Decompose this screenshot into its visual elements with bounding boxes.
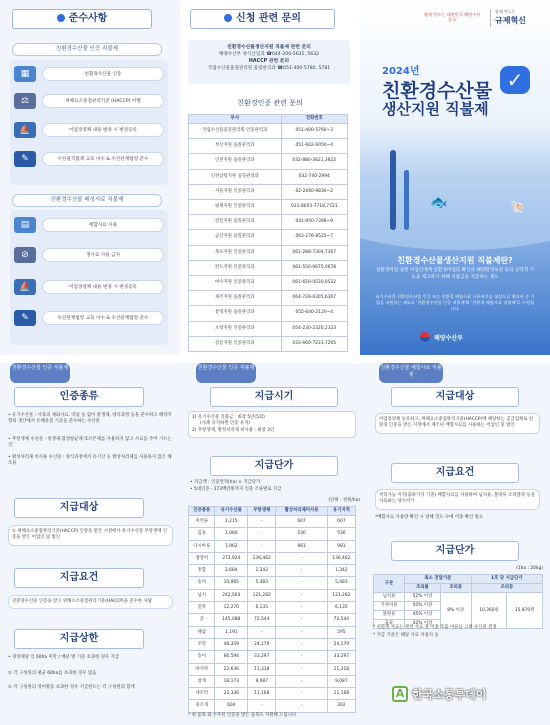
table-cell: 뱀장어	[189, 552, 215, 564]
ministry-name: 해양수산부	[434, 334, 463, 342]
table-cell: 242,563	[215, 589, 248, 601]
sec1-item-3	[14, 122, 164, 138]
table-cell: 145,088	[215, 614, 248, 626]
table-row	[189, 552, 356, 564]
sec2-item-label: 수산관계법령 교육 이수 & 수산관계법령 준수	[42, 311, 164, 325]
table-cell: -	[276, 552, 327, 564]
table-cell: 041-950-7398~9	[281, 215, 348, 230]
table-cell: 15,870원	[507, 593, 543, 629]
panel-requirements	[0, 0, 180, 355]
table-cell: 넙치	[189, 589, 215, 601]
fish-no-icon: ⊘	[14, 247, 36, 263]
table-cell: 24,179	[327, 638, 355, 650]
table-cell: 033-660-7233,7265	[281, 336, 348, 351]
table-row	[189, 589, 356, 601]
sec2-title: 친환경수산물 배성사료 직불제	[12, 194, 162, 207]
heading-target: 지급대상	[14, 498, 144, 518]
table-cell: 부산지원 품질관리과	[189, 139, 282, 154]
table-cell: 061-288-7304,7307	[281, 245, 348, 260]
slogan: 함께 만드는 대한민국 해양수산 강국	[423, 12, 481, 22]
table-cell: 볼락류	[374, 611, 405, 620]
table-cell: 981	[327, 540, 355, 552]
shell-icon: 🐚	[510, 200, 525, 214]
price-table	[188, 506, 356, 713]
cover-title-2: 생산지원 직불제	[382, 100, 489, 118]
table-cell: 50% 이상	[405, 602, 441, 611]
table-cell: 032-880-3821,3822	[281, 154, 348, 169]
table-header-cell: 인증종류	[189, 507, 215, 516]
limit-text-2: ① 각 구성원의 평균 60ha를 초과한 경우 없음	[8, 671, 97, 676]
table-cell: 604	[215, 700, 248, 712]
feed-target-text: 어업경영체 등록하고, 위해요소중점관리기준(HACCP)에 해당하는 공급업체로 친환경 인증을 받은 지정에서 제조된 배합사료를 사용하는 어업인 및 법인	[375, 413, 540, 434]
table-cell: 02-2660-9830~2	[281, 184, 348, 199]
table-cell: 강릉지원 품질관리과	[189, 215, 282, 230]
contact-line2: HACCP 관련 문의	[248, 59, 290, 64]
table-row	[189, 184, 348, 199]
sec2-item-label: 배합사료 사용	[42, 218, 164, 232]
table-cell: -	[276, 700, 327, 712]
cert-type-2: • 무항생제 수산물 : 항생제·합성항균제·호르몬제를 사용하지 않고 사료를 주어 기르는 것	[8, 437, 172, 449]
table-cell: 10,965	[215, 577, 248, 589]
table-cell: 607	[276, 516, 327, 528]
table-cell: -	[248, 540, 276, 552]
timing-2: (사례 유지하면 인증 유지)	[200, 421, 251, 427]
table-row	[189, 215, 348, 230]
table-row	[189, 651, 356, 663]
sec2-item-label: 어업경영체 내용 변경 시 변경등록	[42, 280, 164, 294]
watermark-text: 한국소통투데이	[412, 688, 487, 701]
cert-type-1: • 유기수산물 : 사육의 제외사료, 약품 등 없이 항생제, 양식과정 등을 준수하고 해양지향의 생산에서 유해물질 기준을 준수하는 수산물	[8, 413, 172, 425]
table-cell: 22,636	[215, 663, 248, 675]
table-cell: 1,191	[215, 626, 248, 638]
feed-req-note: *배합사료 사용량 확인 시 당해 연도 수매 어종 확인 필요	[375, 515, 484, 520]
table-cell: 48,359	[215, 638, 248, 650]
table-cell: 24,179	[248, 638, 276, 650]
table-cell: 군산지원 품질관리과	[189, 230, 282, 245]
table-row	[189, 577, 356, 589]
table-row	[189, 306, 348, 321]
table-cell: 5,483	[327, 577, 355, 589]
price-formula: • 지급액 : 인증면적(ha) × 지급단가	[190, 480, 261, 485]
table-cell: 전복	[189, 602, 215, 614]
check-icon: ✓	[500, 66, 530, 94]
seaweed-illustration	[404, 170, 409, 230]
heading-feed-req: 지급요건	[391, 463, 519, 483]
table-cell: 607	[327, 516, 355, 528]
panel-inquiry	[180, 0, 360, 355]
panel6-tag: 친환경수산물 배합사료 직불제	[379, 363, 443, 383]
table-row	[189, 336, 348, 351]
heading-timing: 지급시기	[210, 387, 338, 407]
table-cell: 완도지원 인증관리과	[189, 260, 282, 275]
brand-text: 규제혁신	[495, 16, 526, 25]
limit-text-3: ② 각 구성원의 영어활동 초과한 경우 지급한도는 각 구성원의 합계	[8, 685, 135, 690]
watermark-logo-icon: A	[392, 686, 408, 702]
table-header-cell: 유기지역	[327, 507, 355, 516]
table-cell: 66,594	[215, 651, 248, 663]
sub-col: 조피류	[440, 584, 471, 593]
sec1-item-label: 위해요소중점관리기준 (HACCP) 이행	[42, 94, 164, 108]
table-cell: 45% 이상	[405, 611, 441, 620]
boat-icon: ⛵	[14, 279, 36, 295]
sec2-item-label: 생사료 사용 금지	[42, 248, 164, 262]
table-cell: 인천남항지원 품질관리과	[189, 169, 282, 184]
panel-cert-types	[0, 363, 180, 725]
table-cell: -	[276, 589, 327, 601]
table-cell: 061-650-0530,0532	[281, 276, 348, 291]
contact-box	[188, 40, 350, 84]
table-cell: 1,342	[327, 565, 355, 577]
taegeuk-icon	[420, 332, 430, 342]
cover-year: 2024년	[382, 66, 420, 77]
table-cell: -	[276, 638, 327, 650]
table-cell: 9,087	[327, 675, 355, 687]
sec1-item-1	[14, 66, 164, 82]
heading-limit: 지급상한	[14, 629, 144, 649]
table-cell: 11,318	[248, 663, 276, 675]
table-cell: 12,270	[215, 602, 248, 614]
table-cell: 10,360원	[471, 593, 507, 629]
cover-desc-2: 유기수산물 친환경수산물 인증 또는 친환경 배합사료 사용어가를 대상으로 양식어 중 가입을 지원하는 제도로 '친환경수산물 인증 직불제'와 '친환경 배합사료 직불제'로 구성됩니다.	[375, 294, 535, 311]
table-cell: 가자미류	[374, 602, 405, 611]
table-row	[189, 602, 356, 614]
table-cell: 돔류	[374, 620, 405, 629]
divider	[0, 355, 550, 363]
table-cell: 981	[276, 540, 327, 552]
sec2-item-1	[14, 217, 164, 233]
table-row	[189, 626, 356, 638]
panel4-tag: 친환경수산물 인증 직불제	[10, 363, 70, 383]
col-type: 구분	[374, 575, 405, 593]
table-row	[189, 675, 356, 687]
table-row	[189, 291, 348, 306]
certificate-icon: ▦	[14, 66, 36, 82]
table-cell: 054-230-2320,2323	[281, 321, 348, 336]
watermark	[392, 686, 486, 702]
table-row	[189, 638, 356, 650]
table-cell: 33,297	[248, 651, 276, 663]
table-cell: 72,544	[248, 614, 276, 626]
table-cell: 홍합	[189, 565, 215, 577]
table-cell: 064-728-6305,6307	[281, 291, 348, 306]
panel-cover	[360, 0, 550, 355]
sec2-item-4	[14, 310, 164, 326]
table-cell: 통영지원 품질관리과	[189, 306, 282, 321]
table-cell: 136,462	[327, 552, 355, 564]
table-cell: 42% 이상	[405, 620, 441, 629]
timing-1: 1) 유기수산물 직불금 : 최장 5년(5회)	[192, 415, 265, 420]
table-cell: -	[276, 626, 327, 638]
table-row	[189, 260, 348, 275]
fish-icon: 🐟	[430, 195, 448, 211]
timing-box	[188, 411, 356, 438]
table-row	[189, 516, 356, 528]
feed-price-unit: (1ha : 20kg)	[516, 566, 543, 571]
table-cell: 1,962	[215, 540, 248, 552]
sec1-item-4	[14, 151, 164, 167]
table-row	[189, 614, 356, 626]
table-row	[374, 593, 543, 602]
table-header-cell: 유기수산물	[215, 507, 248, 516]
sec1-item-label: 친환경수산물 인증	[42, 67, 164, 81]
table-cell: 김류	[189, 528, 215, 540]
table-cell: 11,318	[327, 663, 355, 675]
heading-cert-types: 인증종류	[14, 387, 144, 407]
table-row	[189, 528, 356, 540]
table-cell: 530	[327, 528, 355, 540]
table-cell: 서울지원 인증관리과	[189, 184, 282, 199]
panel1-header	[12, 9, 152, 29]
table-cell: -	[276, 688, 327, 700]
table-row	[189, 688, 356, 700]
table-cell: 121,282	[327, 589, 355, 601]
price-footnote: * 위 품목 외 수주된 인증을 받은 품목도 지원해 드립니다	[188, 713, 297, 718]
bullet-icon	[224, 14, 232, 22]
contact-line3: 국립수산물품질관리원 품질관리과 ☎051-400-5780, 5781	[207, 66, 331, 71]
requirement-text: 친환경수산물 인증을 받고 위해요소중점관리기준(HACCP)을 준수한 사람	[8, 595, 173, 609]
table-cell: 530	[276, 528, 327, 540]
feed-req-text: 처리가능 지역(출하가격 기준) 배합사료를 사용하여 넙치류, 볼락류 조피볼락 등을 사육하는 양식어가	[375, 489, 540, 510]
boat-icon: ⛵	[14, 122, 36, 138]
table-cell: 6,135	[248, 602, 276, 614]
table-cell: 9,087	[248, 675, 276, 687]
sec1-title: 친환경수산물 인증 직불제	[12, 43, 162, 56]
cert-type-3: • 활성처리제 비사용 수산물 : 양식과정에서 유기산 등 활성처리제를 사용하지 않은 해조류	[8, 455, 172, 467]
table-cell: 송어	[189, 577, 215, 589]
table-cell: 1,215	[215, 516, 248, 528]
table-cell: 6,135	[327, 602, 355, 614]
cert-contact-table	[188, 114, 348, 352]
table-cell: -	[276, 614, 327, 626]
seaweed-illustration	[390, 150, 396, 230]
table-cell: 051-400-5760~3	[281, 124, 348, 139]
table-cell: 국립수산물품질관리원 인증관리과	[189, 124, 282, 139]
table-cell: 1,060	[215, 528, 248, 540]
sec1-item-label: 수산물직불제 교육 이수 & 수산관계법령 준수	[42, 152, 164, 166]
brand-logo: 함께 만드는 규제혁신	[490, 9, 542, 27]
heading-feed-target: 지급대상	[391, 387, 519, 407]
heading-requirement: 지급요건	[14, 568, 144, 588]
heading-unit-price: 지급단가	[210, 456, 338, 476]
table-cell: 다시마류	[189, 540, 215, 552]
feed-bag-icon: ▤	[14, 217, 36, 233]
cover-title-1: 친환경수산물	[382, 80, 493, 102]
ministry-logo	[420, 332, 463, 342]
sub-col: 조피류	[471, 584, 542, 593]
table-cell: 136,462	[248, 552, 276, 564]
table-cell: 18,173	[215, 675, 248, 687]
document-icon: ✎	[14, 310, 36, 326]
table-cell: 굴	[189, 614, 215, 626]
table-cell: -	[248, 700, 276, 712]
table-cell: -	[276, 565, 327, 577]
table-cell: 목포지원 인증관리과	[189, 245, 282, 260]
table-row	[189, 321, 348, 336]
col-rate: 1호 당 지급단가	[471, 575, 542, 584]
table-cell: 피조개	[189, 700, 215, 712]
table-cell: -	[276, 602, 327, 614]
col-min: 최소 전달기준	[405, 575, 472, 584]
panel-payment	[180, 363, 365, 725]
feed-price-table	[373, 574, 543, 629]
table-row	[189, 276, 348, 291]
panel2-header	[190, 9, 335, 29]
table-row	[189, 663, 356, 675]
table-cell: 22,336	[215, 688, 248, 700]
table-cell: 참게	[189, 675, 215, 687]
table-cell: 272,924	[215, 552, 248, 564]
sec1-item-label: 어업경영체 내용 변경 시 변경등록	[42, 123, 164, 137]
table-cell: 꼬막	[189, 638, 215, 650]
table-cell: 72,544	[327, 614, 355, 626]
table-cell: 여수지원 인증관리과	[189, 276, 282, 291]
table-cell: -	[276, 675, 327, 687]
sec1-item-2	[14, 93, 164, 109]
table-cell: 031-8053-7718,7721	[281, 200, 348, 215]
table-row	[189, 540, 356, 552]
target-text: ① 위해요소중점관리기준(HACCP) 인증을 받은 시설에서 유기수산물 무항생제 인증을 받은 어업인 및 법인	[8, 525, 173, 546]
limit-text-1: • 경영체당 일 60ha 미만 / 배분 별 기준 초과한 경우 지급	[8, 655, 120, 660]
table-cell: -	[276, 577, 327, 589]
table-cell: 33,297	[327, 651, 355, 663]
table-cell: -	[248, 528, 276, 540]
table-cell: 1,342	[248, 565, 276, 577]
table-cell: 해삼	[189, 626, 215, 638]
document-icon: ✎	[14, 151, 36, 167]
table-cell: 2,684	[215, 565, 248, 577]
table-row	[189, 700, 356, 712]
table-cell: 52% 이상	[405, 593, 441, 602]
table-header-cell: 무항생제	[248, 507, 276, 516]
table-cell: 넙치류	[374, 593, 405, 602]
sec2-item-3	[14, 279, 164, 295]
contact-line1: 해양수산부 양식산업과 ☎044-200-5631, 5632	[218, 52, 320, 57]
table-cell: 595	[327, 626, 355, 638]
cover-desc-1: 친환경어업 실천 어업인에게 친환경어업의 확산과 해양환경보전 등의 공익적 기능을 제고하기 위해 직불금을 지급하는 제도	[375, 268, 535, 280]
table-cell: 061-550-0675,0678	[281, 260, 348, 275]
table-cell: 5,483	[248, 577, 276, 589]
table-cell: 302	[327, 700, 355, 712]
table-cell: 평택지원 인증관리과	[189, 200, 282, 215]
table-cell: 051-602-6050~4	[281, 139, 348, 154]
cover-question: 친환경수산물생산지원 직불제란?	[397, 256, 513, 265]
table-header-cell: 활성처리제미사용	[276, 507, 327, 516]
table-row	[189, 230, 348, 245]
table-cell: -	[248, 516, 276, 528]
price-note: • 5대인증 · 273백만원까지 인증 조류별로 지급	[190, 487, 282, 492]
sub-col: 조피볼	[405, 584, 441, 593]
table-cell: 11,168	[248, 688, 276, 700]
table-row	[189, 139, 348, 154]
table-row	[189, 565, 356, 577]
table-cell: 미역류	[189, 516, 215, 528]
bullet-icon	[57, 14, 65, 22]
heading-feed-price: 지급단가	[391, 541, 519, 561]
feed-footnote-2: * 지급 기준은 해당 사료 이용자 등	[373, 633, 439, 638]
table-cell: 제주지원 품질관리과	[189, 291, 282, 306]
table-cell: 포항지원 인증관리과	[189, 321, 282, 336]
sec2-item-2	[14, 247, 164, 263]
col-department: 부서	[189, 115, 282, 124]
table-row	[189, 200, 348, 215]
table-cell: 강릉지원 인증관리과	[189, 336, 282, 351]
cert-table-title: 친환경인증 관련 문의	[237, 99, 303, 107]
panel2-header-text: 신청 관련 문의	[236, 13, 301, 24]
table-cell: 송어	[189, 651, 215, 663]
feed-footnote-1: * 친환경 사료는 관련 사료 중 어종 호흡 어류를 고려 수산물 결정	[373, 625, 497, 630]
table-cell: 바지락	[189, 663, 215, 675]
table-cell: 032-740-2994	[281, 169, 348, 184]
table-row	[189, 154, 348, 169]
table-cell: 063-276-8525~7	[281, 230, 348, 245]
table-cell: 121,282	[248, 589, 276, 601]
table-row	[189, 245, 348, 260]
table-cell: 8% 이상	[440, 593, 471, 629]
table-row	[189, 169, 348, 184]
panel5-tag: 친환경수산물 인증 직불제	[196, 363, 256, 383]
table-cell: -	[276, 651, 327, 663]
table-cell: 새꼬막	[189, 688, 215, 700]
gavel-icon: ⚖	[14, 93, 36, 109]
table-row	[189, 124, 348, 139]
col-phone: 전화번호	[281, 115, 348, 124]
table-cell: -	[248, 626, 276, 638]
price-unit: (단위 : 천원/ha)	[328, 498, 360, 503]
table-cell: 055-640-2120~4	[281, 306, 348, 321]
timing-3: 2) 무항생제, 활성처리제 비사용 : 최장 3년	[192, 427, 275, 433]
table-cell: 11,168	[327, 688, 355, 700]
contact-title: 친환경수산물생산지원 직불제 관련 문의	[227, 45, 311, 50]
panel1-header-text: 준수사항	[68, 13, 108, 24]
table-cell: -	[276, 663, 327, 675]
table-cell: 인천지원 품질관리과	[189, 154, 282, 169]
panel-feed	[365, 363, 550, 725]
